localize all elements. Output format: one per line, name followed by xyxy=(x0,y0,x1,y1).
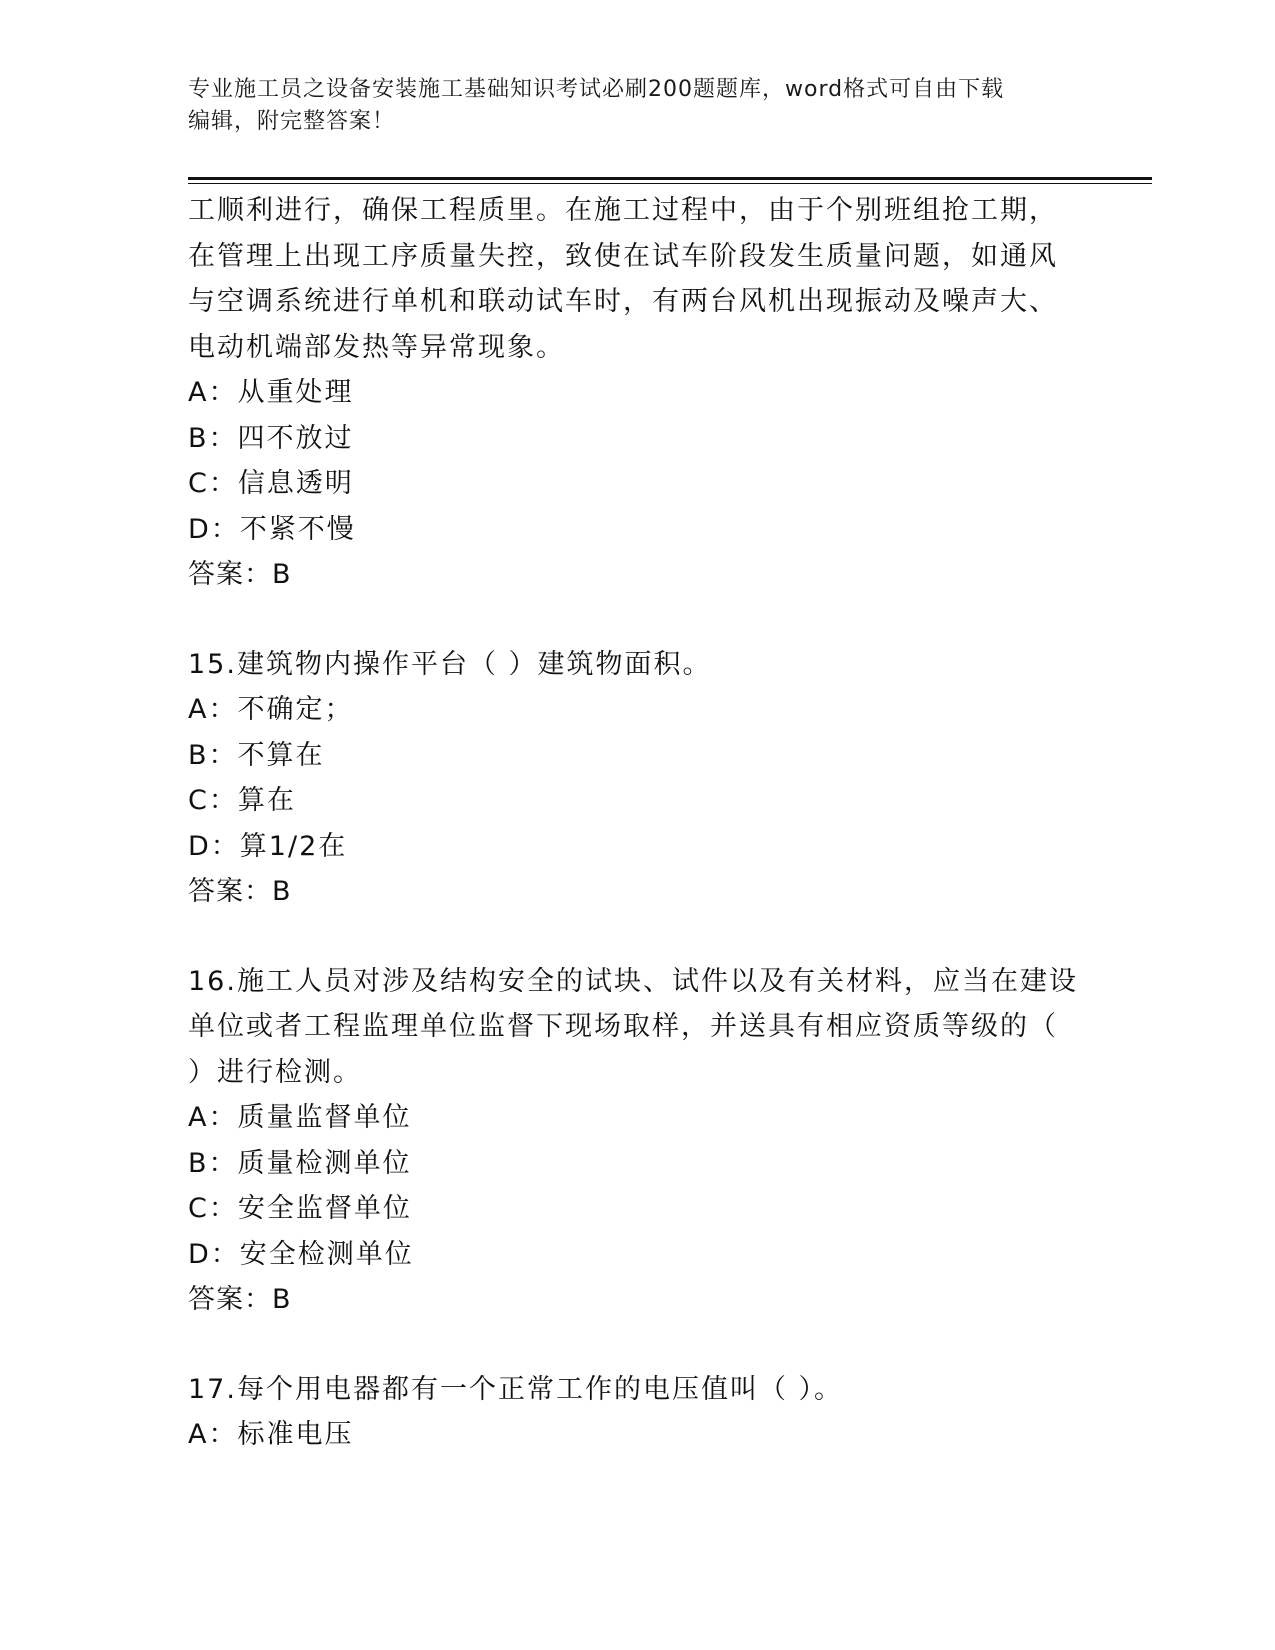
option-a: A：质量监督单位 xyxy=(188,1102,412,1133)
option-a: A：从重处理 xyxy=(188,377,354,408)
question-spacer xyxy=(188,915,1088,959)
option-d: D：不紧不慢 xyxy=(188,513,356,545)
option-a: A：不确定； xyxy=(188,694,354,725)
document-body xyxy=(188,188,1088,1458)
question-text-line: 16.施工人员对涉及结构安全的试块、试件以及有关材料，应当在建设 xyxy=(188,965,1078,997)
answer-line: 答案：B xyxy=(188,559,292,590)
question-text-line: 单位或者工程监理单位监督下现场取样，并送具有相应资质等级的（ xyxy=(188,1011,1058,1042)
question-text-line: 与空调系统进行单机和联动试车时，有两台风机出现振动及噪声大、 xyxy=(188,286,1058,317)
header-divider-thick xyxy=(188,177,1152,180)
header-line-1: 专业施工员之设备安装施工基础知识考试必刷200题题库，word格式可自由下载 xyxy=(188,77,1005,102)
option-b: B：质量检测单位 xyxy=(188,1147,412,1179)
option-d: D：算1/2在 xyxy=(188,830,348,862)
answer-line: 答案：B xyxy=(188,1284,292,1315)
option-c: C：算在 xyxy=(188,785,296,816)
question-text-line: 17.每个用电器都有一个正常工作的电压值叫（ ）。 xyxy=(188,1373,844,1405)
question-14 xyxy=(188,188,1088,598)
header-divider-thin xyxy=(188,183,1152,184)
option-d: D：安全检测单位 xyxy=(188,1238,414,1270)
option-b: B：不算在 xyxy=(188,739,325,771)
question-text-line: ）进行检测。 xyxy=(188,1056,362,1088)
option-b: B：四不放过 xyxy=(188,422,354,454)
question-text-line: 工顺利进行，确保工程质里。在施工过程中，由于个别班组抢工期， xyxy=(188,195,1058,226)
question-text-line: 电动机端部发热等异常现象。 xyxy=(188,331,565,363)
question-16 xyxy=(188,959,1088,1323)
question-15 xyxy=(188,642,1088,915)
answer-line: 答案：B xyxy=(188,876,292,907)
header-line-2: 编辑，附完整答案！ xyxy=(188,109,396,134)
option-a: A：标准电压 xyxy=(188,1419,354,1450)
option-c: C：信息透明 xyxy=(188,468,354,499)
question-spacer xyxy=(188,598,1088,642)
question-text-line: 15.建筑物内操作平台（ ）建筑物面积。 xyxy=(188,648,712,680)
question-text-line: 在管理上出现工序质量失控，致使在试车阶段发生质量问题，如通风 xyxy=(188,240,1058,272)
document-header xyxy=(188,74,1088,138)
option-c: C：安全监督单位 xyxy=(188,1193,412,1224)
question-spacer xyxy=(188,1323,1088,1367)
question-17 xyxy=(188,1367,1088,1458)
